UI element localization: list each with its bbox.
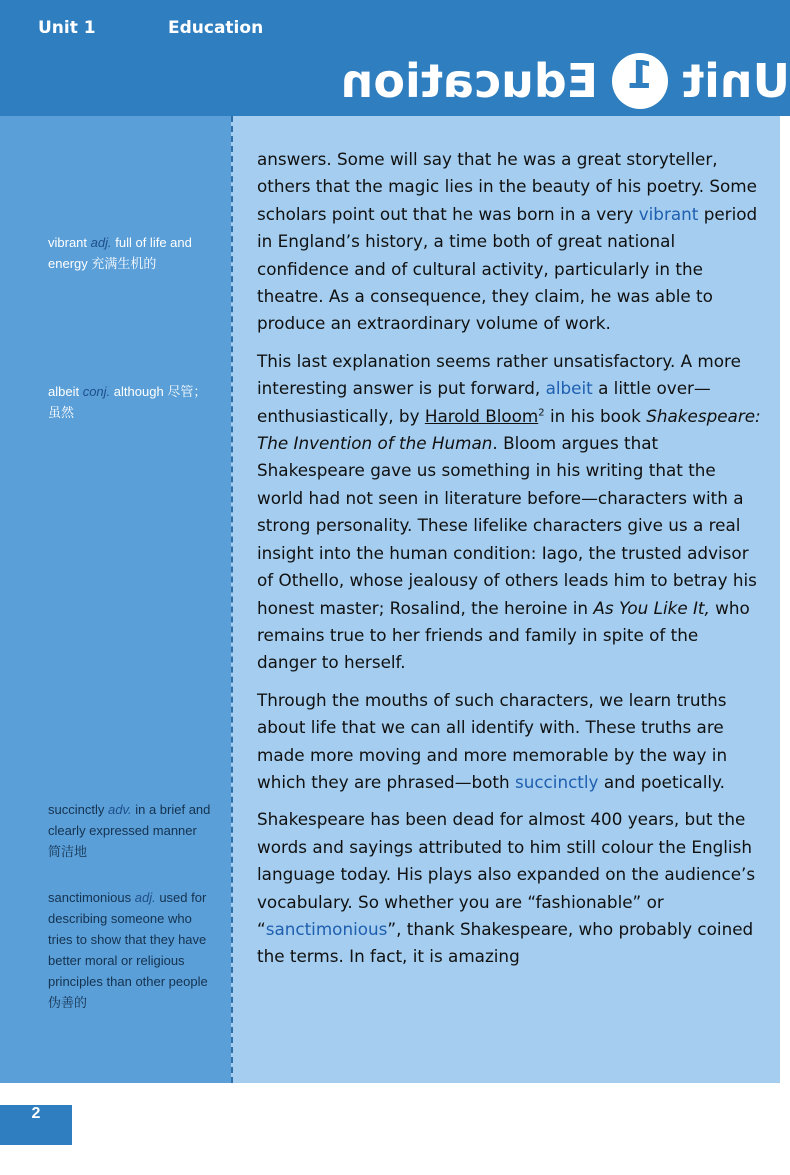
paragraph-4 [257, 806, 762, 970]
play-title: As You Like It, [593, 597, 710, 618]
reading-text [257, 146, 762, 981]
text-run: Shakespeare has been dead for almost 400 years, but the words and sayings attributed to him still colour the English language today. His plays also expanded on the audience’s vocabulary. So whether you are “fashionable” or “ [257, 809, 756, 939]
keyword-sanctimonious: sanctimonious [265, 918, 388, 939]
gloss-chinese: 简洁地 [48, 844, 88, 859]
gloss-definition: in a brief and clearly expressed manner [48, 802, 211, 838]
mirrored-banner-text [330, 48, 790, 114]
text-run: a little over—enthusiastically, by [257, 378, 711, 426]
footnoted-name: Harold Bloom [424, 405, 539, 426]
topic-label: Education [168, 18, 264, 38]
text-run: . Bloom argues that Shakespeare gave us something in his writing that the world had not seen in literature before—characters with a strong personality. These lifelike characters give us a real insight into the human condition: Iago, the trusted advisor of Othello, whose jealousy of others leads him to betray his honest master; Rosalind, the heroine in [257, 433, 757, 618]
gloss-definition: full of life and energy [48, 235, 192, 271]
keyword-succinctly: succinctly [514, 771, 599, 792]
gloss-chinese: 伪善的 [48, 995, 88, 1010]
dashed-divider [231, 116, 233, 1083]
gloss-albeit [48, 381, 213, 423]
gloss-pos: conj. [82, 384, 111, 399]
gloss-definition: although [113, 384, 164, 399]
gloss-definition: used for describing someone who tries to show that they have better moral or religious principles than other people [48, 890, 208, 989]
gloss-word: sanctimonious [48, 890, 132, 905]
text-run: who remains true to her friends and family in spite of the danger to herself. [257, 597, 750, 673]
keyword-albeit: albeit [545, 378, 593, 399]
header-bar [0, 0, 790, 46]
text-run: ”, thank Shakespeare, who probably coined the terms. In fact, it is amazing [257, 918, 754, 967]
gloss-sanctimonious [48, 887, 213, 1013]
paragraph-3 [257, 687, 762, 797]
unit-number-circle: 1 [612, 53, 668, 109]
text-run: and poetically. [598, 771, 725, 792]
gloss-word: albeit [48, 384, 80, 399]
banner-topic-word: Education [340, 54, 599, 108]
gloss-word: vibrant [48, 235, 88, 250]
book-title: Shakespeare: The Invention of the Human [257, 405, 761, 454]
gloss-succinctly [48, 799, 213, 862]
gloss-vibrant [48, 232, 213, 274]
paragraph-1 [257, 146, 762, 338]
unit-label: Unit 1 [38, 18, 96, 38]
gloss-chinese: 尽管；虽然 [48, 384, 207, 420]
gloss-pos: adv. [107, 802, 132, 817]
gloss-chinese: 充满生机的 [91, 256, 157, 271]
text-run: Through the mouths of such characters, we learn truths about life that we can all identify with. These truths are made more moving and more memorable by the way in which they are phrased—both [257, 689, 728, 792]
gloss-word: succinctly [48, 802, 105, 817]
paragraph-2 [257, 348, 762, 677]
gloss-pos: adj. [90, 235, 112, 250]
text-run: This last explanation seems rather unsatisfactory. A more interesting answer is put forward, [257, 350, 741, 399]
page-number: 2 [0, 1105, 72, 1145]
text-run: period in England’s history, a time both of great national confidence and of cultural activity, particularly in the theatre. As a consequence, they claim, he was able to produce an extraordinary volume of work. [257, 203, 758, 334]
unit-banner [0, 46, 790, 116]
text-run: in his book [544, 405, 647, 426]
keyword-vibrant: vibrant [638, 203, 699, 224]
footnote-marker: 2 [538, 407, 545, 419]
banner-unit-word: Unit [682, 54, 790, 108]
text-run: answers. Some will say that he was a great storyteller, others that the magic lies in the beauty of his poetry. Some scholars point out that he was born in a very [257, 149, 757, 224]
gloss-pos: adj. [134, 890, 156, 905]
